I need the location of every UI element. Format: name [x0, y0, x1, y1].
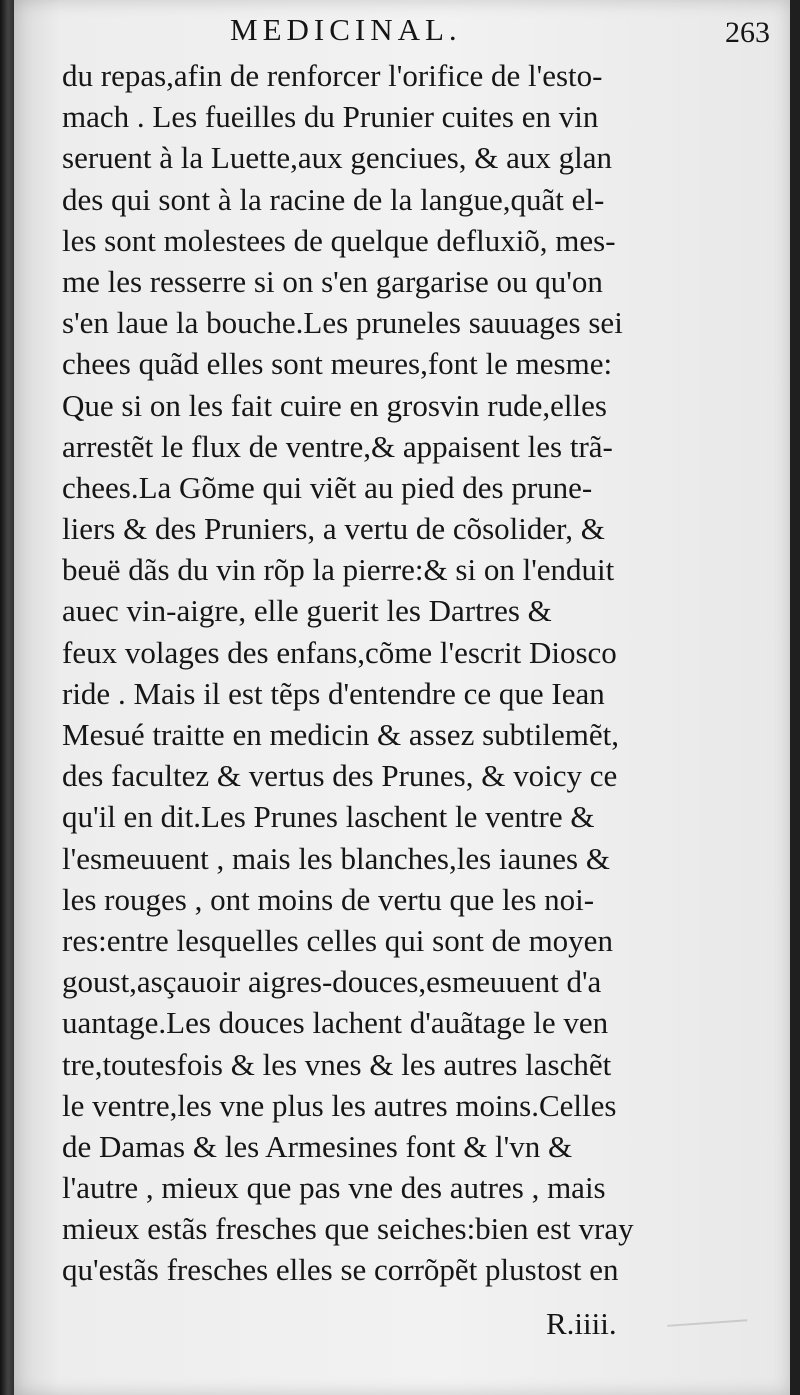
text-line-9: Que si on les fait cuire en grosvin rude,elles: [62, 387, 607, 423]
body-text: [62, 55, 768, 1291]
text-line-4: des qui sont à la racine de la langue,quãt el-: [62, 181, 605, 217]
text-line-22: res:entre lesquelles celles qui sont de moyen: [62, 922, 613, 958]
text-line-16: ride . Mais il est tẽps d'entendre ce que Iean: [62, 675, 605, 711]
text-line-24: uantage.Les douces lachent d'auãtage le ven: [62, 1005, 609, 1041]
text-line-8: chees quãd elles sont meures,font le mesme:: [62, 346, 613, 382]
page-number: 263: [725, 16, 770, 49]
text-line-27: de Damas & les Armesines font & l'vn &: [62, 1128, 573, 1164]
text-line-12: liers & des Pruniers, a vertu de cõsolider, &: [62, 511, 605, 547]
signature-mark: R.iiii.: [546, 1306, 617, 1341]
text-line-13: beuë dãs du vin rõp la pierre:& si on l'enduit: [62, 552, 615, 588]
text-line-28: l'autre , mieux que pas vne des autres , mais: [62, 1170, 606, 1206]
text-line-21: les rouges , ont moins de vertu que les noi-: [62, 881, 595, 917]
page-header: [50, 8, 770, 48]
text-line-1: du repas,afin de renforcer l'orifice de l'esto-: [62, 58, 603, 93]
text-line-3: seruent à la Luette,aux genciues, & aux glan: [62, 140, 613, 176]
text-line-5: les sont molestees de quelque defluxiõ, mes-: [62, 222, 616, 258]
text-line-6: me les resserre si on s'en gargarise ou qu'on: [62, 263, 603, 299]
faint-bleed-through-mark: [667, 1319, 748, 1347]
text-line-10: arrestẽt le flux de ventre,& appaisent les trã-: [62, 428, 613, 464]
text-line-17: Mesué traitte en medicin & assez subtilemẽt,: [62, 717, 619, 752]
text-line-19: qu'il en dit.Les Prunes laschent le ventre &: [62, 799, 595, 835]
text-line-11: chees.La Gõme qui viẽt au pied des prune-: [62, 469, 593, 505]
text-line-20: l'esmeuuent , mais les blanches,les iaunes &: [62, 840, 610, 876]
text-line-7: s'en laue la bouche.Les pruneles sauuages sei: [62, 305, 623, 341]
text-line-30: qu'estãs fresches elles se corrõpẽt plustost en: [62, 1252, 619, 1288]
text-line-18: des facultez & vertus des Prunes, & voicy ce: [62, 758, 618, 794]
text-line-29: mieux estãs fresches que seiches:bien est vray: [62, 1211, 634, 1247]
text-line-26: le ventre,les vne plus les autres moins.Celles: [62, 1087, 617, 1123]
text-line-14: auec vin-aigre, elle guerit les Dartres &: [62, 593, 552, 629]
book-page: [14, 0, 790, 1395]
running-head: MEDICINAL.: [230, 12, 462, 47]
text-line-15: feux volages des enfans,cõme l'escrit Diosco: [62, 634, 617, 670]
text-line-2: mach . Les fueilles du Prunier cuites en vin: [62, 99, 599, 135]
text-line-25: tre,toutesfois & les vnes & les autres laschẽt: [62, 1046, 612, 1082]
text-line-23: goust,asçauoir aigres-douces,esmeuuent d'a: [62, 964, 602, 1000]
